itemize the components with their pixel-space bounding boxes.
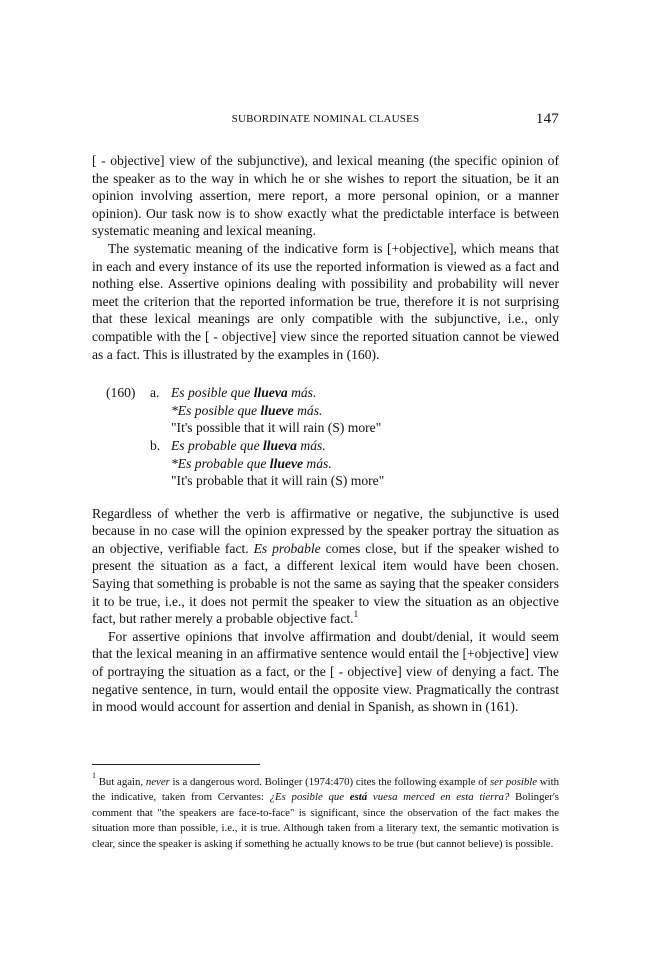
example-b-line1-pre: Es probable que bbox=[171, 437, 263, 453]
footnote-ref-1[interactable]: 1 bbox=[353, 608, 359, 619]
example-number: (160) bbox=[106, 385, 136, 401]
example-b-line2 bbox=[171, 455, 384, 473]
example-a-line2-post: más. bbox=[293, 402, 323, 418]
example-b-line1 bbox=[171, 437, 384, 455]
example-a-line2-bold: llueve bbox=[260, 402, 294, 418]
running-title: SUBORDINATE NOMINAL CLAUSES bbox=[231, 113, 420, 125]
footnote-text-4: Bolinger's comment that "the speakers are face-to-face" is significant, since the observation of the fact makes the situation more than possible, i.e., it is true. Although taken from a literary text, the semantic motivation is clear, since the speaker is asking if something he actually knows to be true (but cannot believe) is possible. bbox=[92, 791, 559, 850]
example-b-line2-bold: llueve bbox=[269, 455, 304, 471]
example-number-spacer bbox=[92, 437, 150, 490]
example-b-line1-post: más. bbox=[296, 437, 326, 453]
footnote-rule bbox=[92, 764, 260, 765]
example-160a bbox=[92, 384, 559, 437]
footnote-italic-1: never bbox=[145, 776, 170, 788]
footnote-1 bbox=[92, 771, 560, 852]
example-160 bbox=[92, 384, 559, 490]
paragraph-3-part1: Regardless of whether the verb is affirmative or negative, the subjunctive is used because in no case will the opinion expressed by the speaker portray the situation as an objective, verifiable fact. bbox=[92, 505, 559, 556]
footnote-italic-3-post: vuesa merced en esta tierra? bbox=[367, 791, 510, 804]
example-b-line2-post: más. bbox=[303, 455, 332, 471]
example-a-line2 bbox=[171, 402, 381, 420]
example-a-line2-star: * bbox=[171, 402, 178, 418]
footnote-italic-3-bold: está bbox=[349, 791, 368, 804]
example-a-line1 bbox=[171, 384, 381, 402]
running-head bbox=[92, 113, 559, 129]
footnote-italic-3-pre: ¿Es posible que bbox=[269, 791, 350, 804]
body-text bbox=[92, 152, 559, 716]
example-b-lines bbox=[171, 437, 384, 490]
paragraph-1: [ - objective] view of the subjunctive), and lexical meaning (the specific opinion of the speaker as to the way in which he or she wishes to report the situation, be it an opinion involving assertion, mere report, a more personal opinion, or a manner opinion). Our task now is to show exactly what the predictable interface is between systematic meaning and lexical meaning. bbox=[92, 153, 559, 239]
footnote-text-2: is a dangerous word. Bolinger (1974:470) cites the following example of bbox=[169, 776, 490, 788]
paragraph-2: The systematic meaning of the indicative form is [+objective], which means that in each and every instance of its use the reported information is viewed as a fact and nothing else. Assertive opinions dealing with possibility and probability will never meet the criterion that the reported information be true, therefore it is not surprising that these lexical meanings are only compatible with the subjunctive, i.e., only compatible with the [ - objective] view since the reported situation cannot be viewed as a fact. This is illustrated by the examples in (160). bbox=[92, 240, 559, 362]
example-b-line2-pre: Es probable que bbox=[177, 455, 270, 471]
footnote-text-3: with the indicative, taken from Cervantes: bbox=[92, 776, 560, 804]
page-number: 147 bbox=[535, 111, 559, 127]
paragraph-3-italic: Es probable bbox=[253, 540, 321, 556]
example-letter-a: a. bbox=[150, 385, 160, 401]
example-letter-b: b. bbox=[150, 437, 161, 453]
example-b-line2-star: * bbox=[171, 455, 178, 471]
example-b-line1-bold: llueva bbox=[263, 437, 297, 453]
footnote-italic-2: ser posible bbox=[489, 776, 538, 788]
example-a-line1-pre: Es posible que bbox=[171, 385, 254, 401]
example-160b bbox=[92, 437, 559, 490]
example-a-lines bbox=[171, 384, 381, 437]
paragraph-4: For assertive opinions that involve affirmation and doubt/denial, it would seem that the lexical meaning in an affirmative sentence would entail the [+objective] view of portraying the situation as a fact, or the [ - objective] view of denying a fact. The negative sentence, in turn, would entail the opposite view. Pragmatically the contrast in mood would account for assertion and denial in Spanish, as shown in (161). bbox=[92, 628, 559, 715]
example-a-line1-bold: llueva bbox=[253, 385, 288, 401]
example-a-line1-post: más. bbox=[287, 385, 317, 401]
footnote-marker: 1 bbox=[92, 771, 96, 781]
example-b-gloss: "It's probable that it will rain (S) more" bbox=[171, 473, 385, 489]
paragraph-3-part2: comes close, but if the speaker wished to present the situation as a fact, a different lexical item would have been chosen. Saying that something is probable is not the same as saying that the speaker considers it to be true, i.e., it does not permit the speaker to view the situation as an objective fact, but rather merely a probable objective fact. bbox=[92, 540, 560, 627]
example-a-gloss: "It's possible that it will rain (S) more" bbox=[171, 420, 382, 436]
paragraph-3 bbox=[92, 505, 559, 628]
example-a-line2-pre: Es posible que bbox=[177, 402, 261, 418]
footnote-text-1: But again, bbox=[96, 776, 146, 788]
